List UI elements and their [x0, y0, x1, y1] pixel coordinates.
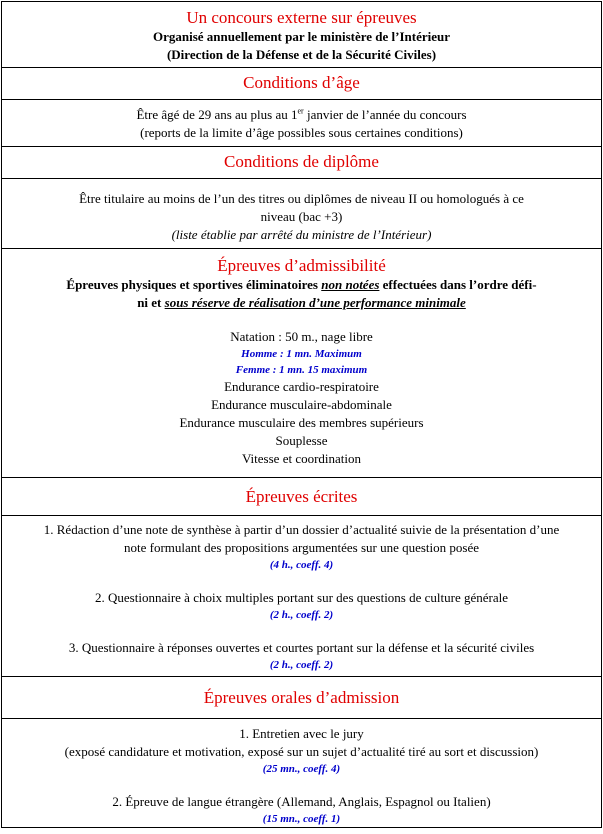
diplome-section — [2, 147, 601, 249]
spacer — [2, 573, 601, 589]
orale-2-meta: (15 mn., coeff. 1) — [262, 813, 341, 825]
natation-homme: Homme : 1 mn. Maximum — [241, 348, 362, 360]
admissibilite-section — [2, 249, 601, 478]
age-line-1-sup: er — [297, 106, 304, 116]
admissibilite-intro-2 — [2, 294, 601, 312]
physical-test-item: Vitesse et coordination — [241, 451, 362, 466]
orale-1-line-2: (exposé candidature et motivation, exposé sur un sujet d’actualité tiré au sort et discussion) — [64, 744, 539, 759]
admissibilite-intro-a: Épreuves physiques et sportives éliminatoires — [66, 277, 322, 292]
ecrite-3-line-1: 3. Questionnaire à réponses ouvertes et courtes portant sur la défense et la sécurité civiles — [68, 640, 535, 655]
admissibilite-title: Épreuves d’admissibilité — [217, 256, 386, 275]
orales-section — [2, 677, 601, 827]
spacer — [2, 777, 601, 793]
physical-test-item: Endurance musculaire des membres supérieurs — [179, 415, 424, 430]
ecrite-2-meta: (2 h., coeff. 2) — [269, 609, 334, 621]
non-notees-emphasis: non notées — [321, 277, 380, 292]
performance-minimale-emphasis: sous réserve de réalisation d’une performance minimale — [164, 295, 466, 310]
diplome-line-3: (liste établie par arrêté du ministre de l’Intérieur) — [171, 227, 432, 242]
ecrite-1-line-2: note formulant des propositions argumentées sur une question posée — [123, 540, 480, 555]
age-line-1 — [2, 106, 601, 124]
header-organizer: Organisé annuellement par le ministère de l’Intérieur — [152, 29, 451, 44]
header-direction: (Direction de la Défense et de la Sécurité Civiles) — [166, 47, 437, 62]
ecrites-title-box — [2, 478, 601, 516]
diplome-line-2: niveau (bac +3) — [260, 209, 343, 224]
age-title-box — [2, 68, 601, 100]
orale-1-meta: (25 mn., coeff. 4) — [262, 763, 341, 775]
spacer — [2, 312, 601, 328]
age-line-2: (reports de la limite d’âge possibles sous certaines conditions) — [140, 125, 463, 140]
orale-1-line-1: 1. Entretien avec le jury — [239, 726, 364, 741]
concours-sheet — [1, 1, 602, 828]
ecrite-1-line-1: 1. Rédaction d’une note de synthèse à partir d’un dossier d’actualité suivie de la présentation d’une — [43, 522, 560, 537]
age-section — [2, 68, 601, 147]
admissibilite-intro-c: ni et — [137, 295, 165, 310]
header-section — [2, 2, 601, 68]
ecrite-1-meta: (4 h., coeff. 4) — [269, 559, 334, 571]
ecrite-2-line-1: 2. Questionnaire à choix multiples portant sur des questions de culture générale — [95, 590, 508, 605]
admissibilite-intro-1 — [2, 276, 601, 294]
ecrites-title: Épreuves écrites — [245, 487, 358, 506]
header-title: Un concours externe sur épreuves — [186, 8, 417, 27]
orales-title-box — [2, 677, 601, 719]
ecrites-section — [2, 478, 601, 677]
diplome-title-box — [2, 147, 601, 179]
physical-test-item: Endurance cardio-respiratoire — [224, 379, 379, 394]
diplome-line-1: Être titulaire au moins de l’un des titres ou diplômes de niveau II ou homologués à ce — [79, 191, 524, 206]
admissibilite-intro-b: effectuées dans l’ordre défi- — [379, 277, 537, 292]
physical-test-item: Souplesse — [275, 433, 328, 448]
orales-title: Épreuves orales d’admission — [203, 688, 400, 707]
orale-2-line-1: 2. Épreuve de langue étrangère (Allemand, Anglais, Espagnol ou Italien) — [112, 794, 491, 809]
physical-test-item: Endurance musculaire-abdominale — [211, 397, 392, 412]
age-line-1-b: janvier de l’année du concours — [303, 107, 467, 122]
natation-line: Natation : 50 m., nage libre — [230, 329, 373, 344]
age-line-1-a: Être âgé de 29 ans au plus au 1 — [136, 107, 298, 122]
diplome-title: Conditions de diplôme — [224, 152, 379, 171]
ecrite-3-meta: (2 h., coeff. 2) — [269, 659, 334, 671]
spacer — [2, 623, 601, 639]
natation-femme: Femme : 1 mn. 15 maximum — [235, 364, 368, 376]
age-title: Conditions d’âge — [243, 73, 360, 92]
